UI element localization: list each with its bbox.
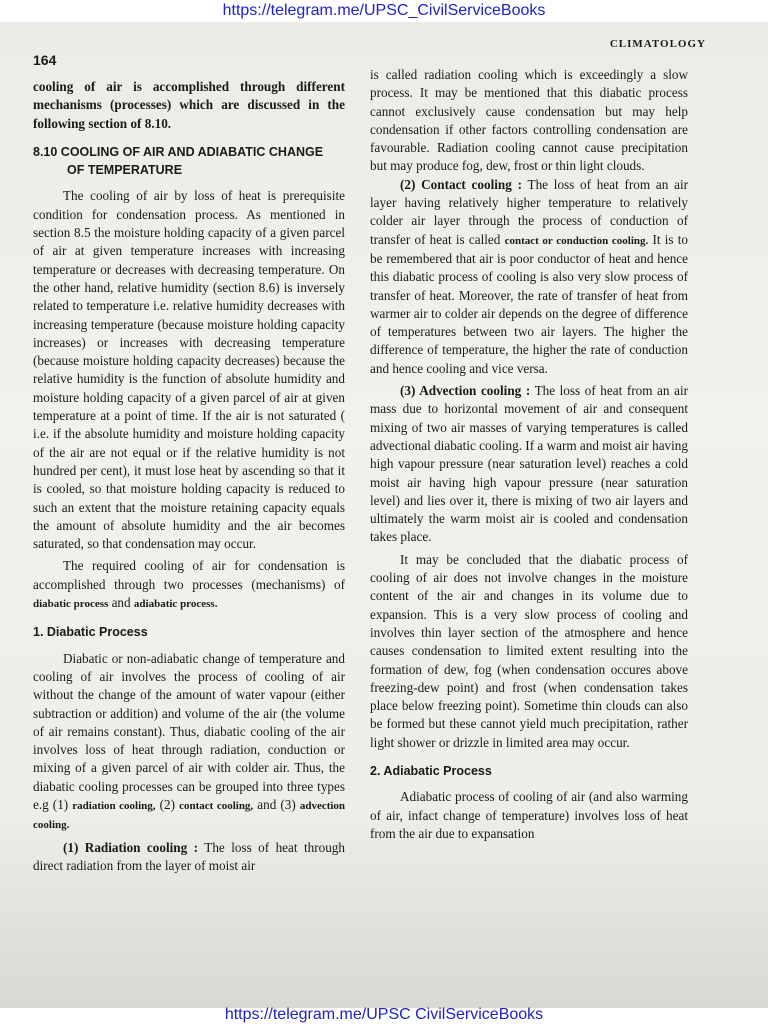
top-telegram-link[interactable]: https://telegram.me/UPSC_CivilServiceBooks — [222, 2, 546, 19]
radiation-cooling-label: (1) Radiation cooling : — [63, 839, 199, 855]
contact-cooling-label: (2) Contact cooling : — [400, 176, 523, 192]
page-number: 164 — [33, 52, 57, 68]
contact-cooling-text: The loss of heat from an air layer having relatively higher temperature to relatively colder air layer through the process of conduction of transfer of heat is called — [370, 176, 689, 247]
left-column — [33, 78, 345, 875]
section-heading-8-10 — [33, 143, 345, 180]
running-head: CLIMATOLOGY — [609, 38, 706, 50]
advection-cooling-paragraph — [370, 382, 688, 547]
contact-cooling-term: contact cooling, — [179, 799, 254, 812]
heading-diabatic-process: 1. Diabatic Process — [33, 625, 148, 640]
radiation-cooling-term: radiation cooling, — [72, 799, 156, 812]
two-processes-text: The required cooling of air for condensation is accomplished through two processes (mechanisms) of — [33, 558, 345, 592]
right-column — [370, 66, 688, 843]
item-2-text: (2) — [159, 796, 176, 812]
section-heading-line-1: 8.10 COOLING OF AIR AND ADIABATIC CHANGE — [33, 144, 324, 159]
contact-cooling-paragraph — [370, 176, 688, 378]
diabatic-paragraph — [33, 650, 345, 835]
contact-conduction-term: contact or conduction cooling. — [504, 234, 649, 247]
radiation-cooling-text: The loss of heat through direct radiation from the layer of moist air — [33, 839, 345, 873]
advection-cooling-label: (3) Advection cooling : — [400, 383, 531, 399]
radiation-cooling-continued: is called radiation cooling which is exceedingly a slow process. It may be mentioned that this diabatic process cannot exclusively cause condensation but may help condensation if other factors controlling condensation are favourable. Radiation cooling cannot cause precipitation but may produce fog, dew, frost or thin light clouds. — [370, 67, 688, 174]
section-heading-line-2: OF TEMPERATURE — [67, 163, 183, 178]
adiabatic-paragraph: Adiabatic process of cooling of air (and also warming of air, infact change of temperature) involves loss of heat from the air due to expansation — [370, 789, 688, 841]
item-3-text: and (3) — [257, 796, 296, 812]
and-word: and — [111, 595, 131, 611]
adiabatic-process-term: adiabatic process. — [133, 598, 218, 611]
heading-adiabatic-process: 2. Adiabatic Process — [370, 763, 492, 778]
diabatic-process-term: diabatic process — [33, 598, 109, 611]
diabatic-text: Diabatic or non-adiabatic change of temperature and cooling of air involves the process of cooling of air without the change of the amount of water vapour (either subtraction or addition) and volume of the air (the volume of air remains constant). Thus, diabatic cooling of the air involves loss of heat through radiation, conduction or mixing of a given parcel of air with colder air. Thus, the diabatic cooling processes can be grouped into three types e.g (1) — [33, 650, 345, 812]
contact-cooling-text-2: It is to be remembered that air is poor conductor of heat and hence this diabatic process of cooling is also very slow process of transfer of heat. Moreover, the rate of transfer of heat from warmer air to colder air depends on the degree of difference of temperatures between two air layers. The higher the difference of temperature, the higher the rate of conduction and hence cooling and vice versa. — [370, 231, 689, 376]
two-processes-paragraph — [33, 557, 345, 613]
left-intro-paragraph: cooling of air is accomplished through different mechanisms (processes) which are discussed in the following section of 8.10. — [33, 79, 345, 131]
conclusion-paragraph: It may be concluded that the diabatic process of cooling of air does not involve changes in the moisture content of the air and changes in its volume due to expansion. This is a very slow process of cooling and involves thin layer section of the atmosphere and hence causes condensation to limited extent resulting into the formation of dew, fog (when condensation occures above freezing-dew point) and frost (when condensation takes place below freezing point). Sometime thin clouds can also be formed but these cannot yield much precipitation, rather light shower or drizzle in limited area may occur. — [370, 551, 688, 750]
advection-cooling-text: The loss of heat from an air mass due to horizontal movement of air and consequent mixing of two air masses of varying temperatures is called advectional diabatic cooling. If a warm and moist air having high vapour pressure (near saturation level) reaches a cold moist air having high vapour pressure (near saturation level) and lies over it, there is mixing of two air layers and ultimately the warm moist air is cooled and condensation takes place. — [370, 383, 688, 545]
bottom-telegram-link[interactable]: https://telegram.me/UPSC CivilServiceBooks — [224, 1006, 544, 1023]
radiation-cooling-paragraph — [33, 839, 345, 876]
advection-cooling-term: advection cooling. — [33, 799, 346, 832]
cooling-paragraph: The cooling of air by loss of heat is prerequisite condition for condensation process. As mentioned in section 8.5 the moisture holding capacity of a given parcel of air at given temperature increases with increasing temperature or decreases with decreasing temperature. On the other hand, relative humidity (section 8.6) is inversely related to temperature i.e. relative humidity decreases with increasing temperature (because moisture holding capacity increases) or increases with decreasing temperature (because moisture holding capacity decreases) because the relative humidity is the function of absolute humidity and moisture holding capacity of a given parcel of air at given temperature at a point of time. If the air is not saturated ( i.e. if the absolute humidity and moisture holding capacity of the air are not equal or if the relative humidity is not hundred per cent), it must lose heat by ascending so that it is cooled, so that moisture holding capacity is reduced to such an extent that the moisture retaining capacity equals the amount of absolute humidity and the air becomes saturated, so that condensation may occur. — [33, 188, 345, 552]
